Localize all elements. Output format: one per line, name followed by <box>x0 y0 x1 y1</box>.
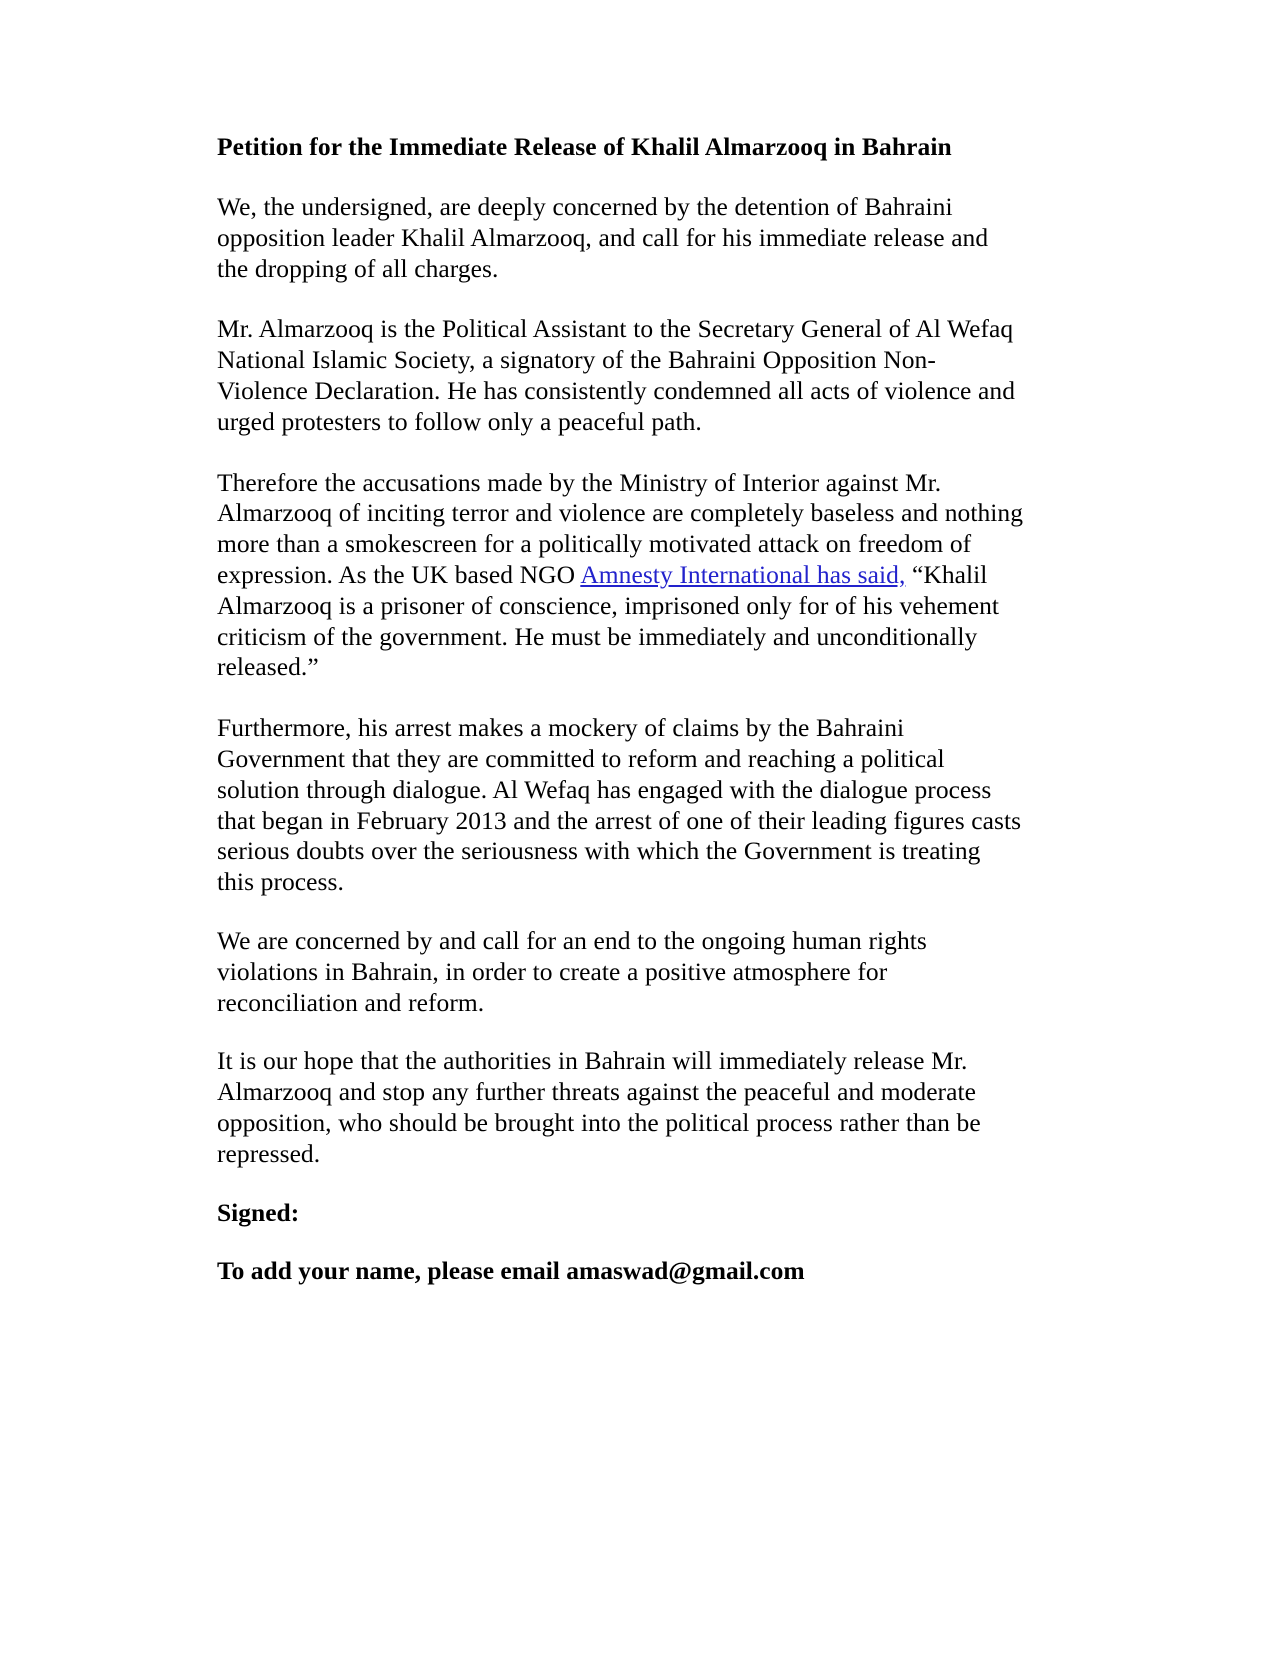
paragraph-human-rights: We are concerned by and call for an end to the ongoing human rights violations in Bahrain, in order to create a positive atmosphere for reconciliation and reform. <box>217 925 927 1017</box>
spacer <box>217 162 1023 192</box>
amnesty-international-link[interactable]: Amnesty International has said, <box>580 559 906 589</box>
spacer <box>217 1018 1023 1046</box>
paragraph-hope-closing: It is our hope that the authorities in Bahrain will immediately release Mr. Almarzooq and stop any further threats against the peaceful and moderate opposition, who should be brought into the political process rather than be repressed. <box>217 1046 981 1168</box>
signed-label: Signed: <box>217 1197 300 1227</box>
page-title: Petition for the Immediate Release of Khalil Almarzooq in Bahrain <box>217 132 952 161</box>
paragraph-dialogue-process: Furthermore, his arrest makes a mockery of claims by the Bahraini Government that they are committed to reform and reaching a political solution through dialogue. Al Wefaq has engaged with the dialogue process that began in February 2013 and the arrest of one of their leading figures casts serious doubts over the seriousness with which the Government is treating this process. <box>217 713 1022 897</box>
spacer <box>217 1170 1023 1198</box>
paragraph-background-role: Mr. Almarzooq is the Political Assistant to the Secretary General of Al Wefaq National Islamic Society, a signatory of the Bahraini Opposition Non-Violence Declaration. He has consistently condemned all acts of violence and urged protesters to follow only a peaceful path. <box>217 314 1016 436</box>
document-body <box>217 131 1023 1287</box>
paragraph-opening-statement: We, the undersigned, are deeply concerned by the detention of Bahraini opposition leader Khalil Almarzooq, and call for his immediate release and the dropping of all charges. <box>217 192 989 283</box>
spacer <box>217 1228 1023 1256</box>
spacer <box>217 898 1023 926</box>
paragraph-accusations-text-before-link: Therefore the accusations made by the Ministry of Interior against Mr. Almarzooq of inciting terror and violence are completely baseless and nothing more than a smokescreen for a politically motivated attack on freedom of expression. As the UK based NGO <box>217 467 1023 589</box>
contact-instruction: To add your name, please email amaswad@gmail.com <box>217 1256 805 1286</box>
spacer <box>217 438 1023 468</box>
spacer <box>217 683 1023 713</box>
paragraph-accusations <box>217 468 1023 684</box>
paragraph-accusations-text-after-link: “Khalil Almarzooq is a prisoner of conscience, imprisoned only for of his vehement criticism of the government. He must be immediately and unconditionally released.” <box>217 559 1000 682</box>
spacer <box>217 284 1023 314</box>
